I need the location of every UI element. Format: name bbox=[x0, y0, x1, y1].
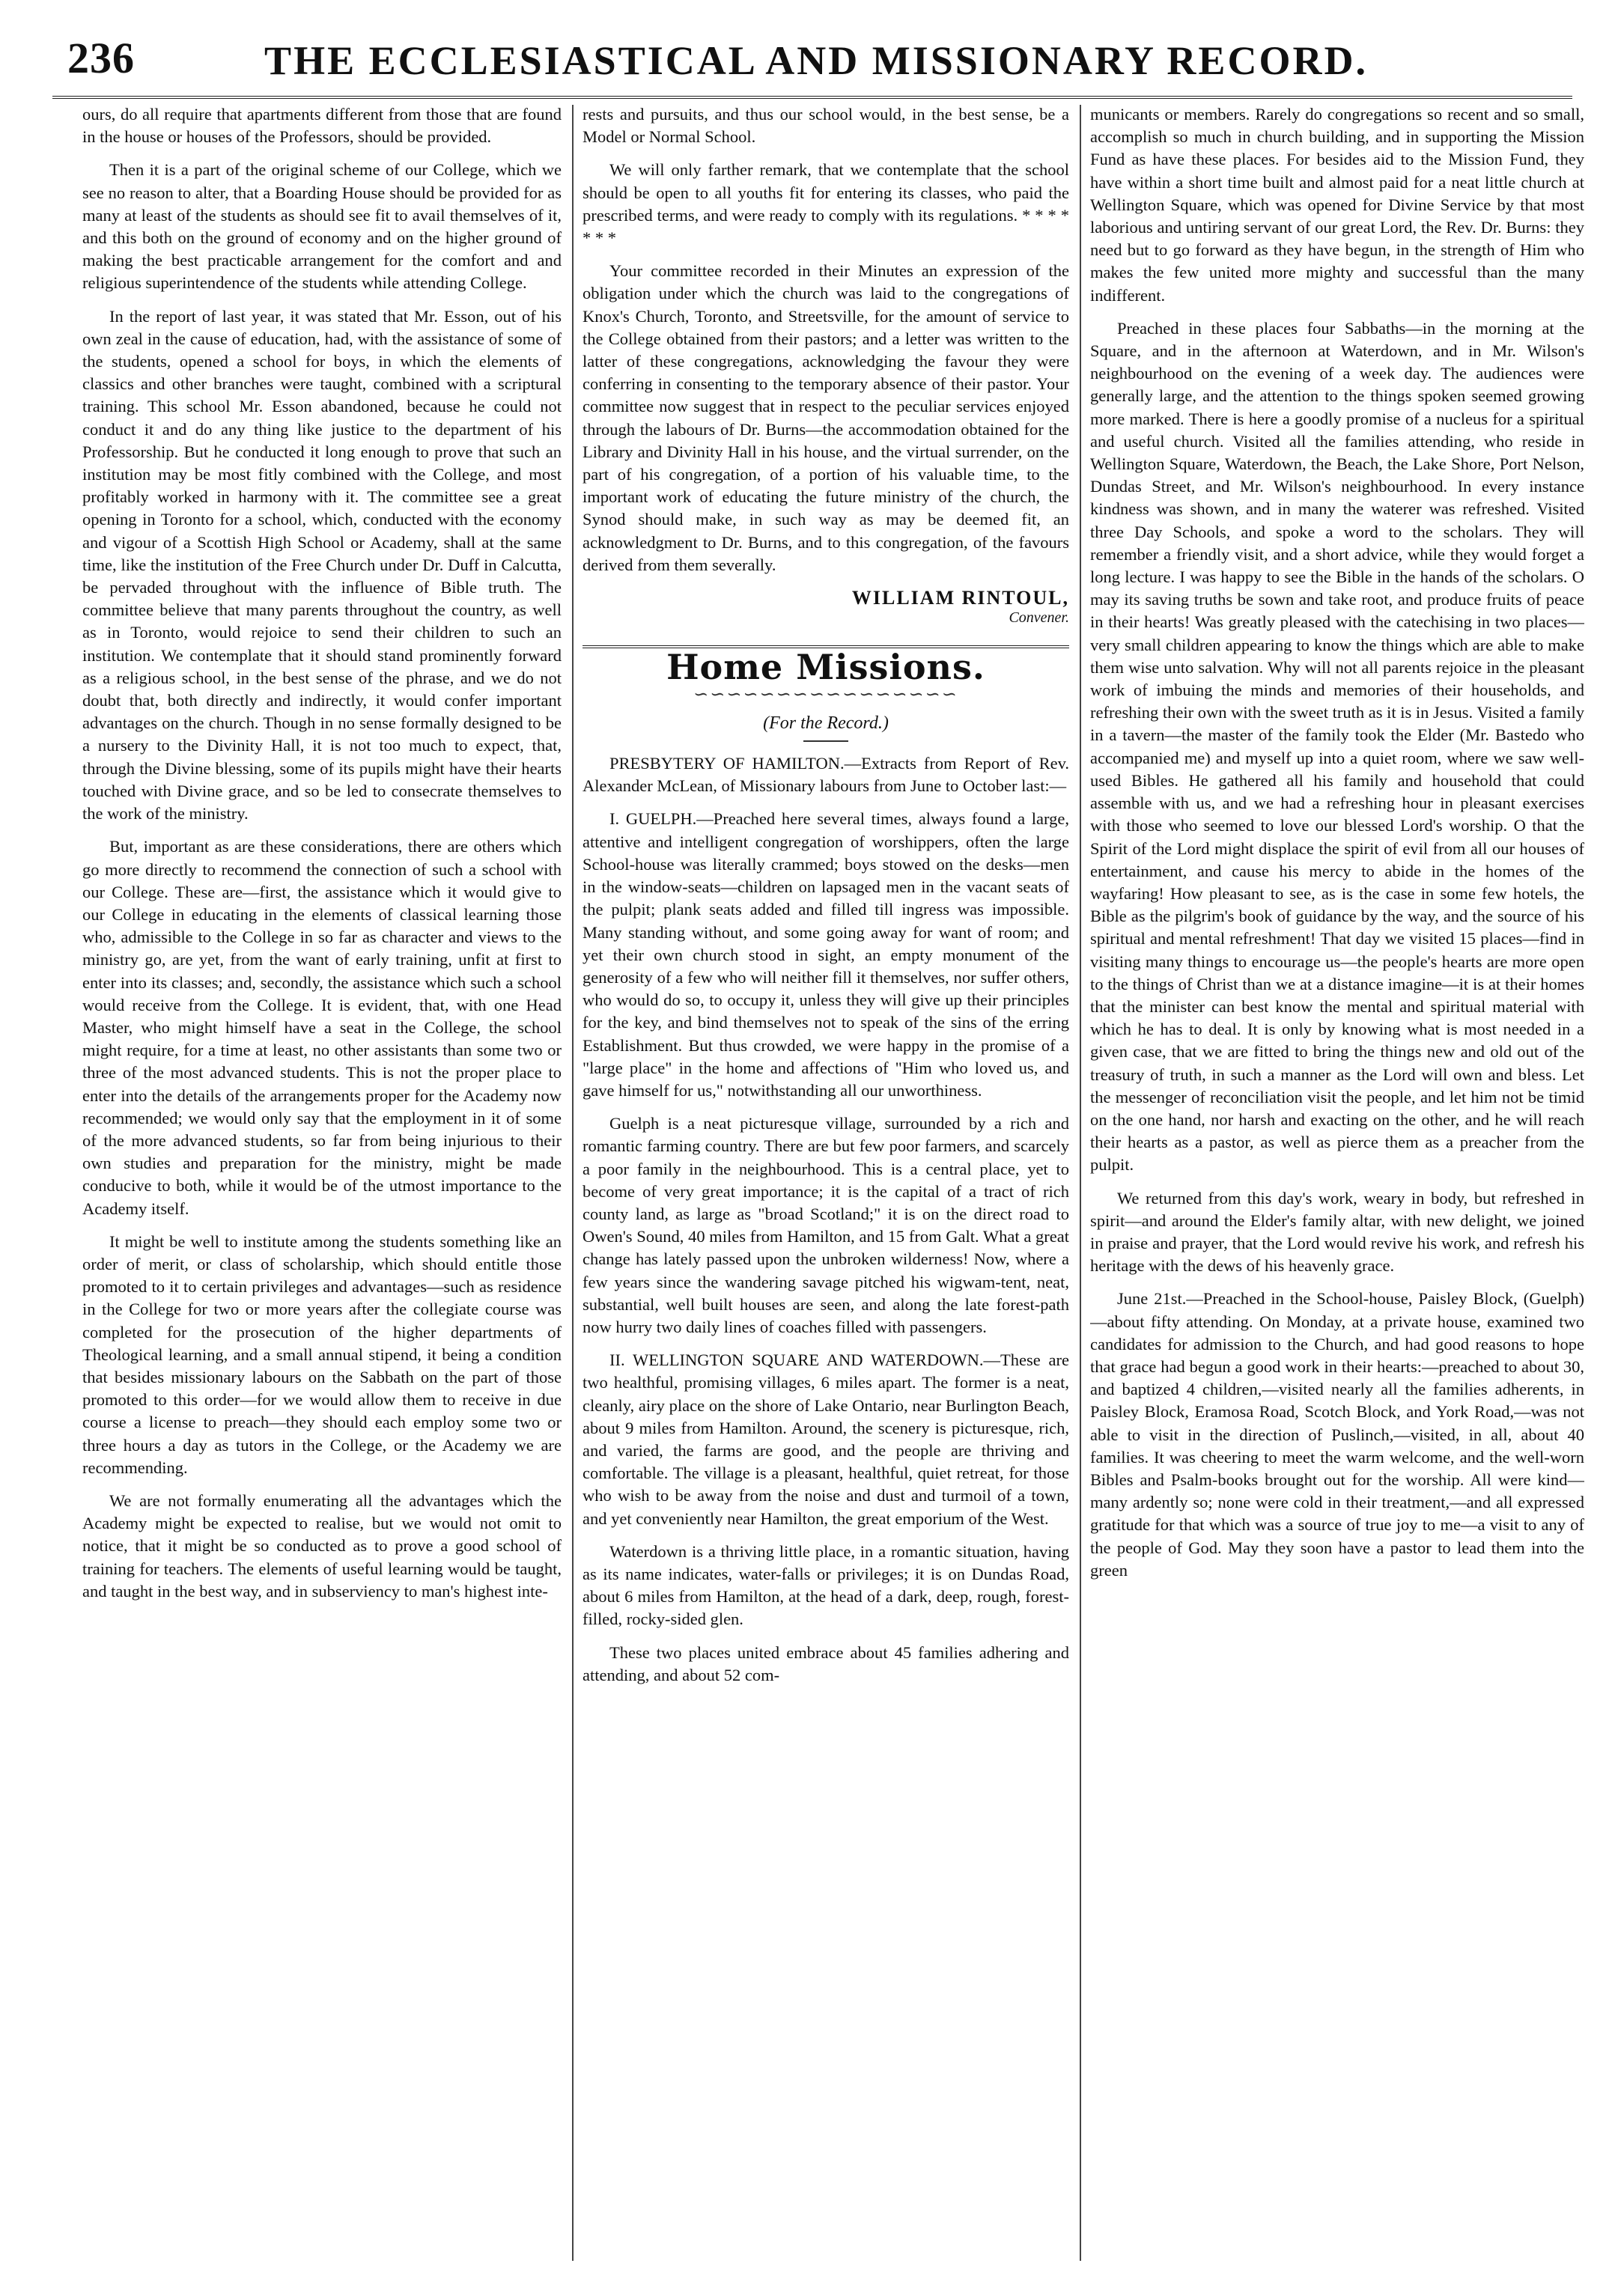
paragraph: PRESBYTERY OF HAMILTON.—Extracts from Report of Rev. Alexander McLean, of Missionary labours from June to October last:— bbox=[583, 754, 1069, 796]
paragraph: June 21st.—Preached in the School-house, Paisley Block, (Guelph)—about fifty attending. On Monday, at a private house, examined two candidates for admission to the Church, and had good reasons to hope that grace had begun a good work in their hearts:—preached to about 30, and baptized 4 children,—visited nearly all the families adherents, in Paisley Block, Eramosa Road, Scotch Block, and York Road,—was not able to visit in the direction of Puslinch,—visited, in all, about 40 families. It was cheering to meet the warm welcome, and the well-worn Bibles and Psalm-books brought out for the worship. All were kind—many ardently so; none were cold in their treatment,—and all expressed gratitude for that which was a source of true joy to me—a visit to any of the people of God. May they soon have a pastor to lead them into the green bbox=[1090, 1289, 1584, 1580]
paragraph: We are not formally enumerating all the advantages which the Academy might be expected to realise, but we would not omit to notice, that it might be so conducted as to prove a good school of training for teachers. The elements of useful learning would be taught, and taught in the best way, and in subserviency to man's highest inte- bbox=[82, 1490, 562, 1601]
paragraph: municants or members. Rarely do congregations so recent and so small, accomplish so much in church building, and in supporting the Mission Fund as have these places. For besides aid to the Mission Fund, they have within a short time built and almost paid for a neat little church at Wellington Square, which was opened for Divine Service by that most laborious and untiring servant of our great Lord, the Rev. Dr. Burns: they need but to go forward as they have begun, in the strength of Him who makes the few united more mighty and successful than the many indifferent. bbox=[1090, 105, 1584, 305]
paragraph: But, important as are these considerations, there are others which go more directly to recommend the connection of such a school with our College. These are—first, the assistance which it would give to our College in educating in the elements of classical learning those who, admissible to the College in so far as character and views to the ministry go, are yet, from the want of early training, unfit at first to enter into its classes; and, secondly, the assistance which such a school would receive from the College. It is evident, that, with one Head Master, who might himself have a seat in the College, the school might require, for a time at least, no other assistants than some two or three of the most advanced students. This is not the proper place to enter into the details of the arrangements proper for the Academy now recommended; we would only say that the employment in it of some of the more advanced students, so far from being injurious to their own studies and preparation for the ministry, might be made conducive to both, while it would be of the utmost importance to the Academy itself. bbox=[82, 837, 562, 1218]
paragraph: Your committee recorded in their Minutes an expression of the obligation under which the church was laid to the congregations of Knox's Church, Toronto, and Streetsville, for the amount of service to the College obtained from their pastors; and a letter was written to the latter of these congregations, acknowledging the favour they were conferring in consenting to the temporary absence of their pastor. Your committee now suggest that in respect to the peculiar services enjoyed through the labours of Dr. Burns—the accommodation obtained for the Library and Divinity Hall in his house, and the virtual surrender, on the part of his congregation, of a portion of his valuable time, to the important work of educating the future ministry of the church, the Synod should make, in such way as may be deemed fit, an acknowledgment to Dr. Burns, and to this congregation, of the favours derived from them severally. bbox=[583, 261, 1069, 574]
signature-name: WILLIAM RINTOUL, bbox=[851, 587, 1069, 609]
paragraph: We will only farther remark, that we contemplate that the school should be open to all youths fit for entering its classes, who paid the prescribed terms, and were ready to comply with its regulations. * * * * * * * bbox=[583, 160, 1069, 248]
paragraph: We returned from this day's work, weary in body, but refreshed in spirit—and around the Elder's family altar, with new delight, we joined in praise and prayer, that the Lord would revive his work, and refresh his heritage with the dews of his heavenly grace. bbox=[1090, 1188, 1584, 1276]
column-divider bbox=[572, 105, 574, 2261]
paragraph: Then it is a part of the original scheme of our College, which we see no reason to alter, that a Boarding House should be provided for as many at least of the students as should see fit to avail themselves of it, and this both on the ground of economy and on the higher ground of making the best practicable arrangement for the comfort and and religious superintendence of the students while attending College. bbox=[82, 160, 562, 293]
paragraph: Guelph is a neat picturesque village, surrounded by a rich and romantic farming country. There are but few poor farmers, and scarcely a poor family in the neighbourhood. This is a central place, yet to become of very great importance; it is the capital of a tract of rich county land, as large as "broad Scotland;" it is on the direct road to Owen's Sound, 40 miles from Hamilton, and 15 from Galt. What a great change has lately passed upon the unbroken wilderness! Now, where a few years since the wandering savage pitched his wigwam-tent, neat, substantial, well built houses are seen, and along the late forest-path now hurry two daily lines of coaches filled with passengers. bbox=[583, 1114, 1069, 1336]
paragraph: Preached in these places four Sabbaths—in the morning at the Square, and in the afternoon at Waterdown, and in Mr. Wilson's neighbourhood on the evening of a week day. The audiences were generally large, and the attention to the things spoken seemed growing more marked. There is here a goodly promise of a nucleus for a spiritual and useful church. Visited all the families attending, who reside in Wellington Square, Waterdown, the Beach, the Lake Shore, Port Nelson, Dundas Street, and Mr. Wilson's neighbourhood. In every instance kindness was shown, and in many the waterer was refreshed. Visited three Day Schools, and spoke a word to the scholars. They will remember a friendly visit, and a short advice, while they would forget a long lecture. I was happy to see the Bible in the hands of the scholars. O may its saving truths be sown and take root, and produce fruits of peace in their hearts! Was greatly pleased with the catechising in two places—very small children appearing to know the things which are able to make them wise unto salvation. Why will not all parents rejoice in the pleasant work of imbuing the minds and memories of their households, and refreshing their own with the sweet truth as it is in Jesus. Visited a family in a tavern—the master of the family took the Elder (Mr. Bastedo who accompanied me) and myself up into a quiet room, where we saw well-used Bibles. He gathered all his family and household that could assemble with us, and we had a refreshing hour in pleasant exercises with those who seemed to love our blessed Lord's worship. O that the Spirit of the Lord might displace the spirit of evil from all our houses of entertainment, and cause his mercy to abide in the homes of the wayfaring! How pleasant to see, as is the case in some few hotels, the Bible as the pilgrim's book of guidance by the way, and the source of his spiritual and mental refreshment! That day we visited 15 places—find in visiting many things to encourage us—the people's hearts are more open to the things of Christ than we at a distance imagine—it is at their homes that the minister can best know the mental and spiritual material with which he has to deal. It is only by knowing what is most needed in a given case, that we are fitted to bring the things new and old out of the treasury of truth, in such a manner as the Lord will own and bless. Let the messenger of reconciliation visit the people, and let him not be timid on the one hand, nor harsh and exacting on the other, and he will reach their hearts as a pastor, as well as pierce them as a preacher from the pulpit. bbox=[1090, 318, 1584, 1175]
column-left bbox=[82, 103, 562, 2267]
paragraph: Waterdown is a thriving little place, in a romantic situation, having as its name indicates, water-falls or privileges; it is on Dundas Road, about 6 miles from Hamilton, at the head of a dark, deep, rough, forest-filled, rocky-sided glen. bbox=[583, 1541, 1069, 1629]
section-heading: Home Missions. bbox=[666, 647, 985, 688]
page-number: 236 bbox=[67, 34, 135, 82]
paragraph: rests and pursuits, and thus our school would, in the best sense, be a Model or Normal School. bbox=[583, 105, 1069, 147]
paragraph: In the report of last year, it was stated that Mr. Esson, out of his own zeal in the cause of education, had, with the assistance of some of the students, opened a school for boys, in which the elements of classics and other branches were taught, combined with a scriptural training. This school Mr. Esson abandoned, because he could not conduct it and do any thing like justice to the department of his Professorship. But he conducted it long enough to prove that such an institution may be most fitly combined with the College, and most profitably worked in harmony with it. The committee see a great opening in Toronto for a school, which, conducted with the economy and vigour of a Scottish High School or Academy, shall at the same time, like the institution of the Free Church under Dr. Duff in Calcutta, be pervaded throughout with the influence of Bible truth. The committee believe that many parents throughout the country, as well as in Toronto, would rejoice to send their children to such an institution. We contemplate that it should stand prominently forward as a religious school, in the best sense of the phrase, and we do not doubt that, both directly and indirectly, it would confer important advantages on the church. Though in no sense formally designed to be a nursery to the Divinity Hall, it is not too much to expect, that, through the Divine blessing, some of its pupils might have their hearts touched with Divine grace, and so be led to consecrate themselves to the work of the ministry. bbox=[82, 306, 562, 823]
short-rule bbox=[803, 740, 848, 742]
signature-title: Convener. bbox=[1009, 609, 1069, 627]
paragraph: It might be well to institute among the students something like an order of merit, or class of scholarship, which should entitle those promoted to it to certain privileges and advantages—such as residence in the College for two or more years after the collegiate course was completed for the prosecution of the higher departments of Theological learning, and a small annual stipend, it being a condition that besides missionary labours on the Sabbath on the part of those promoted to this order—for we would allow them to receive in due course a license to preach—they should each employ some two or three hours a day as tutors in the College, or the Academy we are recommending. bbox=[82, 1231, 562, 1477]
column-right bbox=[1090, 103, 1584, 2267]
section-subtitle: (For the Record.) bbox=[763, 713, 889, 733]
paragraph: II. WELLINGTON SQUARE AND WATERDOWN.—These are two healthful, promising villages, 6 miles apart. The former is a neat, cleanly, airy place on the shore of Lake Ontario, near Burlington Beach, about 9 miles from Hamilton. Around, the scenery is picturesque, rich, and varied, the farms are good, and the people are thriving and comfortable. The village is a pleasant, healthful, quiet retreat, for those who wish to be away from the noise and dust and turmoil of a town, and yet conveniently near Hamilton, the great emporium of the West. bbox=[583, 1351, 1069, 1528]
column-middle bbox=[583, 103, 1069, 2267]
column-divider bbox=[1080, 105, 1081, 2261]
ornamental-divider: ∽∽∽∽∽∽∽∽∽∽∽∽∽∽∽∽ bbox=[693, 684, 958, 704]
paragraph: ours, do all require that apartments different from those that are found in the house or houses of the Professors, should be provided. bbox=[82, 105, 562, 147]
paragraph: These two places united embrace about 45 families adhering and attending, and about 52 com- bbox=[583, 1642, 1069, 1684]
paragraph: I. GUELPH.—Preached here several times, always found a large, attentive and intelligent congregation of worshippers, often the large School-house was literally crammed; boys stowed on the desks—men in the window-seats—children on lapsaged men in the vacant seats of the pulpit; plank seats added and filled till ingress was impossible. Many standing without, and some going away for want of room; and yet their own church stood in sight, an empty monument of the generosity of a few who will neither fill it themselves, nor suffer others, who would do so, to occupy it, unless they will give up their principles for the key, and bind themselves not to speak of the sins of the erring Establishment. But thus crowded, we were happy in the promise of a "large place" in the home and affections of "Him who loved us, and gave himself for us," notwithstanding all our unworthiness. bbox=[583, 809, 1069, 1100]
running-title: THE ECCLESIASTICAL AND MISSIONARY RECORD. bbox=[264, 38, 1368, 83]
page-header bbox=[52, 33, 1580, 100]
header-rule bbox=[52, 96, 1572, 99]
